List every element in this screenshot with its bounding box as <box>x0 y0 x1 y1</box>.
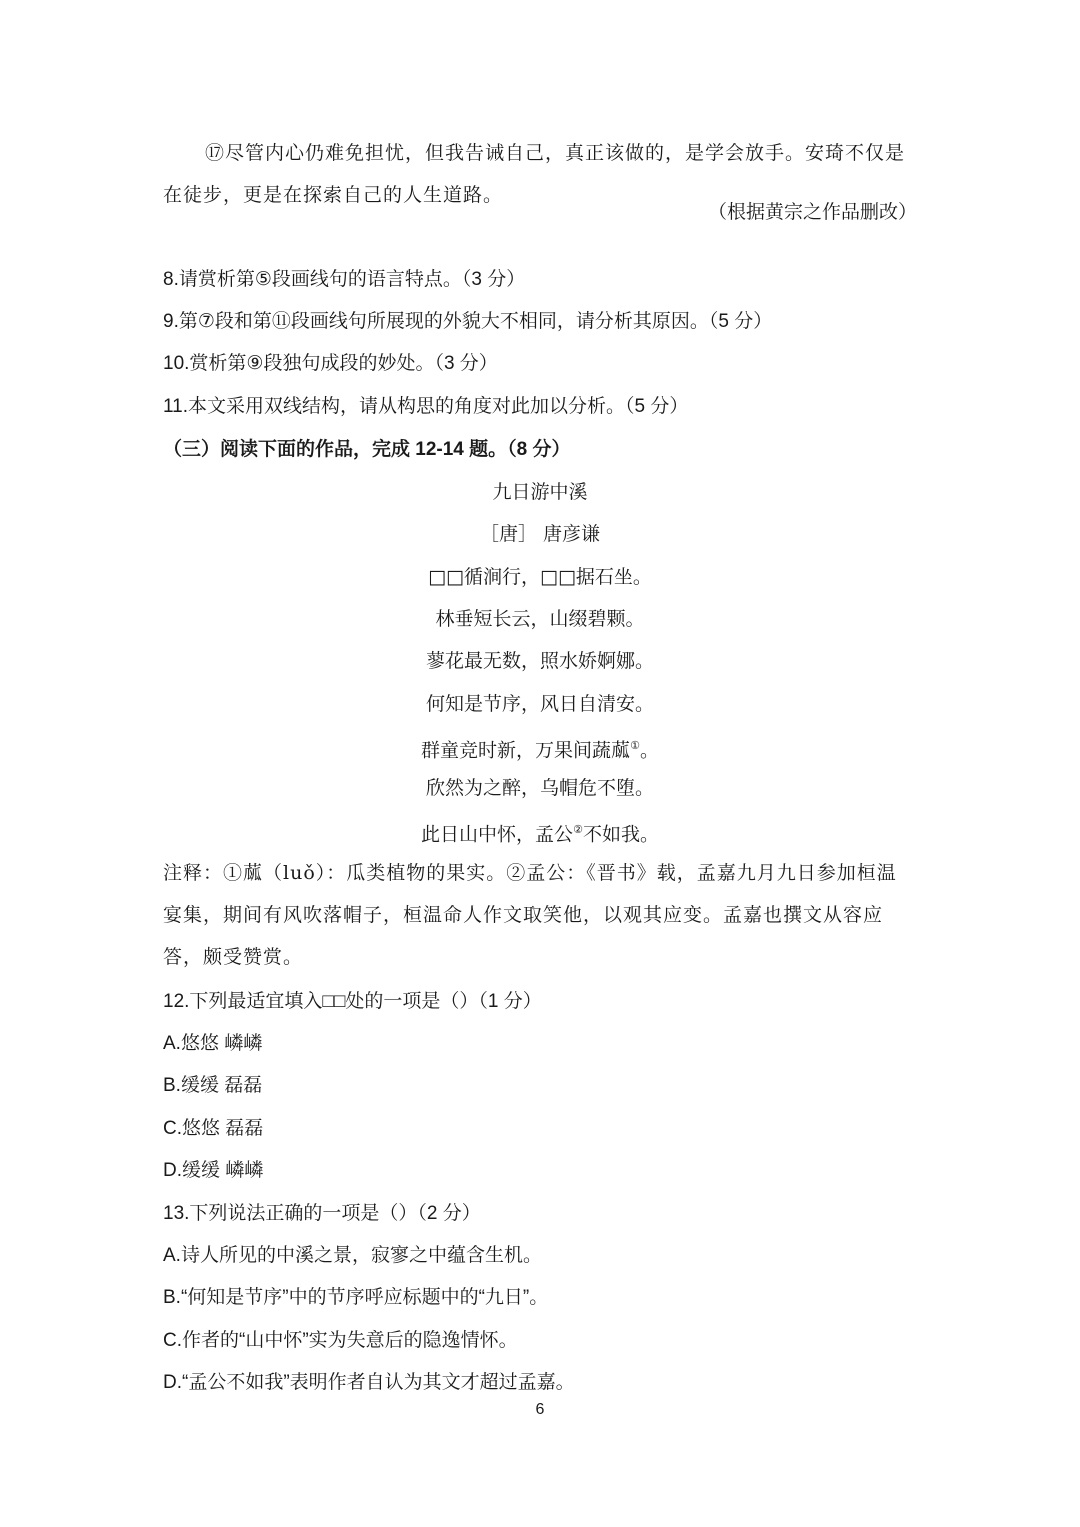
poem-line-4: 何知是节序，风日自清安。 <box>425 693 654 715</box>
question-13-stem: 13.下列说法正确的一项是（）（2 分） <box>163 1203 481 1224</box>
poem-title: 九日游中溪 <box>492 481 588 503</box>
poem-line-6: 欣然为之醉，乌帽危不堕。 <box>425 777 654 799</box>
question-11: 11.本文采用双线结构，请从构思的角度对此加以分析。（5 分） <box>163 396 689 417</box>
poem-line-7-end: 不如我。 <box>582 823 659 846</box>
question-12-option-c: C.悠悠 磊磊 <box>163 1118 264 1139</box>
page-number: 6 <box>535 1401 545 1418</box>
poem-line-7 <box>0 818 1080 846</box>
poem-notes: 注释：①蓏（luǒ）：瓜类植物的果实。②孟公：《晋书》载，孟嘉九月九日参加桓温宴集，期间有风吹落帽子，桓温命人作文取笑他，以观其应变。孟嘉也撰文从容应答，颇受赞赏。 <box>163 862 897 968</box>
question-13-option-b: B.“何知是节序”中的节序呼应标题中的“九日”。 <box>163 1287 549 1308</box>
poem-line-5-end: 。 <box>639 739 659 762</box>
poem-line-5-text: 群童竞时新，万果间蔬蓏 <box>421 739 631 762</box>
poem-line-5 <box>0 734 1080 762</box>
question-13-option-c: C.作者的“山中怀”实为失意后的隐逸情怀。 <box>163 1330 518 1351</box>
poem-line-3: 蓼花最无数，照水娇婀娜。 <box>425 650 654 672</box>
question-12-option-d: D.缓缓 嶙嶙 <box>163 1160 264 1181</box>
poem-author: ［唐］ 唐彦谦 <box>479 523 601 545</box>
poem-note-mark-2: ② <box>573 823 583 836</box>
question-13-option-d: D.“孟公不如我”表明作者自认为其文才超过孟嘉。 <box>163 1372 575 1393</box>
section-3-heading: （三）阅读下面的作品，完成 12-14 题。（8 分） <box>163 439 571 460</box>
poem-line-7-text: 此日山中怀，孟公 <box>421 823 574 846</box>
question-13-option-a: A.诗人所见的中溪之景，寂寥之中蕴含生机。 <box>163 1245 542 1266</box>
question-10: 10.赏析第⑨段独句成段的妙处。（3 分） <box>163 353 498 374</box>
question-12-option-b: B.缓缓 磊磊 <box>163 1075 263 1096</box>
passage-paragraph-17: ⑰尽管内心仍难免担忧，但我告诫自己，真正该做的，是学会放手。安琦不仅是在徒步，更是在探索自己的人生道路。 <box>163 142 906 206</box>
poem-line-2: 林垂短长云，山缀碧颗。 <box>435 608 645 630</box>
question-8: 8.请赏析第⑤段画线句的语言特点。（3 分） <box>163 269 526 290</box>
poem-line-1: □□循涧行，□□据石坐。 <box>428 566 652 588</box>
passage-source: （根据黄宗之作品删改） <box>708 201 918 223</box>
question-9: 9.第⑦段和第⑪段画线句所展现的外貌大不相同，请分析其原因。（5 分） <box>163 311 773 332</box>
poem-note-mark-1: ① <box>630 739 640 752</box>
question-12-option-a: A.悠悠 嶙嶙 <box>163 1033 263 1054</box>
question-12-stem: 12.下列最适宜填入□□处的一项是（）（1 分） <box>163 991 542 1012</box>
